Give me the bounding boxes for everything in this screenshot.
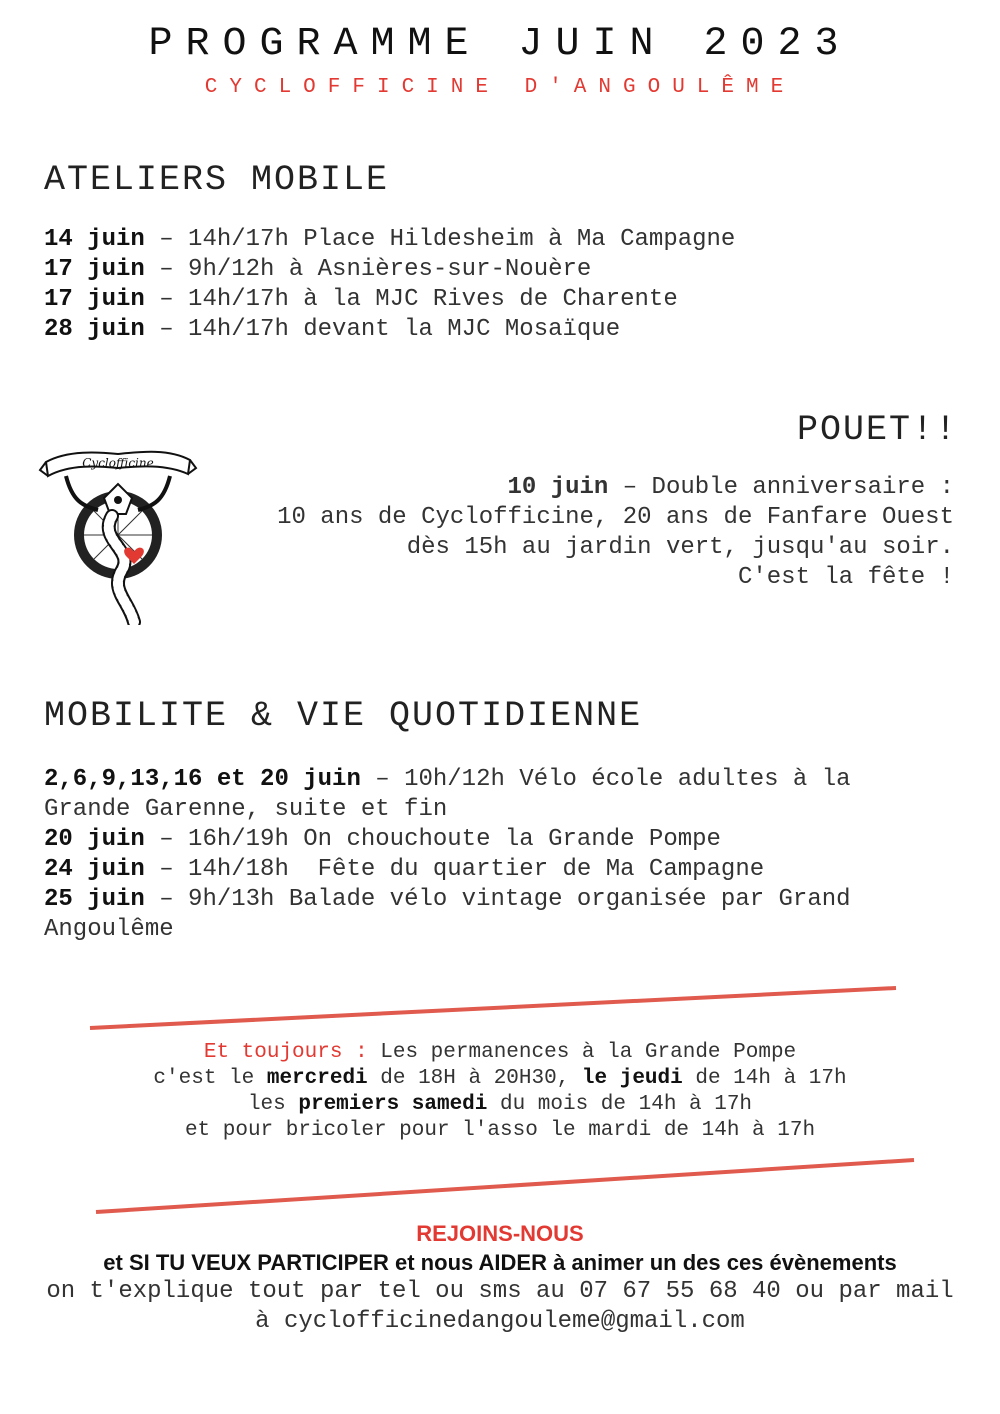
join-contact: on t'explique tout par tel ou sms au 07 67 55 68 40 ou par mail à cyclofficinedangouleme@gmail.com — [46, 1278, 954, 1335]
pouet-line1-text: – Double anniversaire : — [608, 474, 954, 501]
event-date: 20 juin — [44, 826, 145, 853]
day-mercredi: mercredi — [266, 1067, 368, 1090]
pouet-heading: POUET!! — [796, 410, 958, 450]
event-date: 2,6,9,13,16 et 20 juin — [44, 766, 361, 793]
mobilite-list — [44, 765, 914, 945]
permanences-line-4: et pour bricoler pour l'asso le mardi de 14h à 17h — [184, 1119, 816, 1142]
event-date: 10 juin — [507, 474, 609, 501]
join-title: REJOINS-NOUS — [416, 1221, 584, 1246]
pouet-line-4: C'est la fête ! — [737, 564, 954, 591]
join-block — [40, 1220, 960, 1337]
list-item — [44, 315, 944, 345]
permanences-line-3 — [0, 1092, 1000, 1118]
day-samedi: premiers samedi — [298, 1093, 488, 1116]
permanences-block — [0, 1040, 1000, 1144]
text-fragment: c'est le — [153, 1067, 267, 1090]
text-fragment: les — [247, 1093, 299, 1116]
pouet-line-1 — [174, 473, 954, 503]
text-fragment: de 18H à 20H30, — [367, 1067, 582, 1090]
event-text: – 14h/18h Fête du quartier de Ma Campagne — [144, 856, 765, 883]
event-date: 17 juin — [44, 286, 145, 313]
ateliers-list — [44, 225, 944, 345]
text-fragment: du mois de 14h à 17h — [487, 1093, 753, 1116]
event-date: 28 juin — [44, 316, 145, 343]
pouet-line-3: dès 15h au jardin vert, jusqu'au soir. — [406, 534, 954, 561]
list-item — [44, 255, 944, 285]
event-text: – 9h/13h Balade vélo vintage organisée par Grand Angoulême — [44, 886, 865, 943]
event-date: 17 juin — [44, 256, 145, 283]
event-date: 25 juin — [44, 886, 145, 913]
permanences-line-1 — [0, 1040, 1000, 1066]
permanences-line-2 — [0, 1066, 1000, 1092]
event-text: – 10h/12h Vélo école adultes à la Grande Garenne, suite et fin — [44, 766, 865, 823]
event-text: – 14h/17h Place Hildesheim à Ma Campagne — [144, 226, 736, 253]
text-fragment: de 14h à 17h — [682, 1067, 847, 1090]
list-item — [44, 225, 944, 255]
divider-line-top — [0, 980, 1000, 1040]
mobilite-heading: MOBILITE & VIE QUOTIDIENNE — [44, 696, 643, 736]
event-text: – 14h/17h à la MJC Rives de Charente — [144, 286, 678, 313]
logo-text: Cyclofficine — [82, 456, 154, 470]
ateliers-heading: ATELIERS MOBILE — [44, 160, 390, 200]
page-subtitle: CYCLOFFICINE D'ANGOULÊME — [204, 76, 796, 99]
list-item — [44, 855, 914, 885]
toujours-label: Et toujours : — [203, 1041, 368, 1064]
divider-line-bottom — [0, 1152, 1000, 1222]
permanences-intro: Les permanences à la Grande Pompe — [367, 1041, 797, 1064]
event-text: – 16h/19h On chouchoute la Grande Pompe — [144, 826, 721, 853]
day-jeudi: le jeudi — [581, 1067, 683, 1090]
event-text: – 14h/17h devant la MJC Mosaïque — [144, 316, 621, 343]
event-date: 14 juin — [44, 226, 145, 253]
join-call-to-action: et SI TU VEUX PARTICIPER et nous AIDER à animer un des ces évènements — [103, 1250, 897, 1275]
pouet-line-2: 10 ans de Cyclofficine, 20 ans de Fanfare Ouest — [277, 504, 954, 531]
pouet-details — [174, 473, 954, 593]
list-item — [44, 285, 944, 315]
page-title: PROGRAMME JUIN 2023 — [148, 22, 852, 67]
event-date: 24 juin — [44, 856, 145, 883]
list-item — [44, 825, 914, 855]
list-item — [44, 765, 914, 825]
list-item — [44, 885, 914, 945]
event-text: – 9h/12h à Asnières-sur-Nouère — [144, 256, 592, 283]
